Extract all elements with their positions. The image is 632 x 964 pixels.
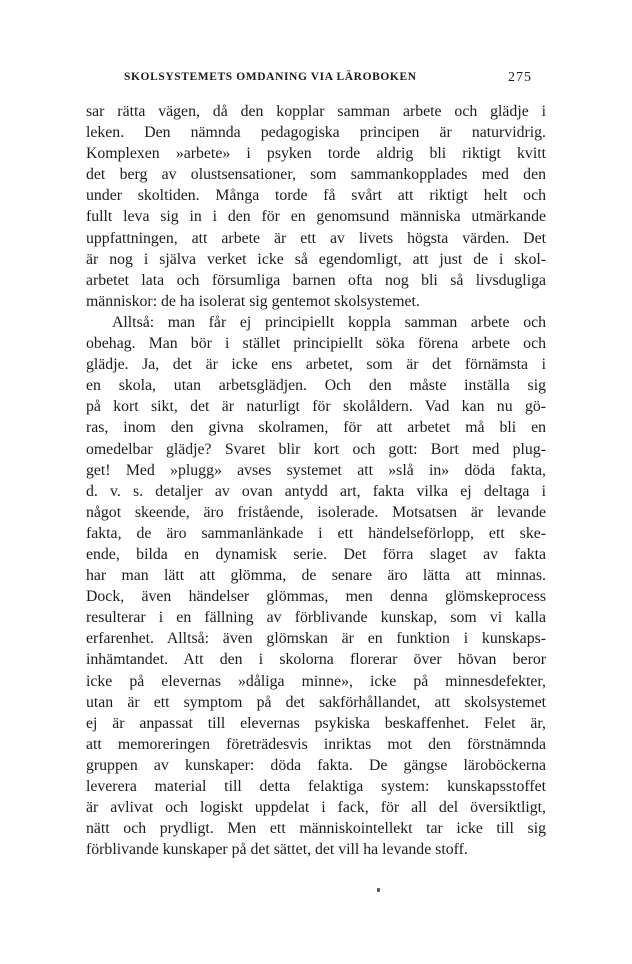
text-line: det berg av olustsensationer, som sammankopplades med den — [86, 166, 546, 184]
text-line: inhämtandet. Att den i skolorna florerar över hövan beror — [86, 651, 546, 669]
page-number: 275 — [508, 70, 532, 85]
text-line: leverera material till detta felaktiga system: kunskapsstoffet — [86, 778, 546, 795]
text-line: glädje. Ja, det är icke ens arbetet, som är det förnämsta i — [86, 356, 546, 374]
text-line: ras, inom den givna skolramen, för att arbetet må bli en — [86, 419, 546, 437]
text-line: att memoreringen företrädesvis inriktas mot den förstnämnda — [86, 735, 546, 753]
text-line: ende, bilda en dynamisk serie. Det förra slaget av fakta — [86, 545, 546, 563]
text-line: utan är ett symptom på det sakförhållandet, att skolsystemet — [86, 693, 546, 711]
text-line: resulterar i en fällning av förblivande kunskap, som vi kalla — [86, 609, 546, 627]
text-line: sar rätta vägen, då den kopplar samman arbete och glädje i — [86, 103, 546, 120]
text-line: fullt leva sig in i den för en genomsund människa utmärkande — [86, 208, 546, 226]
text-line: ej är anpassat till elevernas psykiska beskaffenhet. Felet är, — [86, 714, 546, 732]
text-line: uppfattningen, att arbete är ett av livets högsta värden. Det — [86, 229, 546, 247]
text-line: obehag. Man bör i stället principiellt söka förena arbete och — [86, 335, 546, 353]
text-line: nätt och prydligt. Men ett människointellekt tar icke till sig — [86, 820, 546, 838]
text-line: har man lätt att glömma, de senare äro lätta att minnas. — [86, 567, 546, 585]
running-head — [96, 71, 536, 91]
text-line: är avlivat och logiskt uppdelat i fack, för all del översiktligt, — [86, 799, 546, 817]
text-line: icke på elevernas »dåliga minne», icke på minnesdefekter, — [86, 672, 546, 690]
paragraph-start-line: Alltså: man får ej principiellt koppla samman arbete och — [112, 313, 546, 331]
text-line: leken. Den nämnda pedagogiska principen är naturvidrig. — [86, 124, 546, 142]
text-line: d. v. s. detaljer av ovan antydd art, fakta vilka ej deltaga i — [86, 482, 546, 500]
text-line: erfarenhet. Alltså: även glömskan är en funktion i kunskaps- — [86, 630, 546, 648]
print-speck — [377, 888, 380, 892]
text-line: Dock, även händelser glömmas, men denna glömskeprocess — [86, 588, 546, 606]
text-line: arbetet lata och försumliga barnen ofta nog bli så livsdugliga — [86, 271, 546, 289]
running-title: SKOLSYSTEMETS OMDANING VIA LÄROBOKEN — [124, 71, 417, 83]
text-line: get! Med »plugg» avses systemet att »slå in» döda fakta, — [86, 461, 546, 479]
body-text — [86, 101, 546, 860]
text-line: på kort sikt, det är naturligt för skolåldern. Vad kan nu gö- — [86, 398, 546, 416]
text-line: människor: de ha isolerat sig gentemot skolsystemet. — [86, 292, 420, 310]
text-line: fakta, de äro sammanlänkade i ett händelseförlopp, ett ske- — [86, 524, 546, 542]
text-line: gruppen av kunskaper: döda fakta. De gängse läroböckerna — [86, 756, 546, 774]
text-line: något skeende, äro fristående, isolerade. Motsatsen är levande — [86, 503, 546, 521]
text-line: en skola, utan arbetsglädjen. Och den måste inställa sig — [86, 377, 546, 395]
text-line: under skoltiden. Många torde få svårt att riktigt helt och — [86, 187, 546, 205]
text-line: omedelbar glädje? Svaret blir kort och gott: Bort med plug- — [86, 440, 546, 458]
text-line: förblivande kunskaper på det sättet, det vill ha levande stoff. — [86, 841, 468, 859]
text-line: är nog i själva verket icke så egendomligt, att just de i skol- — [86, 250, 546, 268]
text-line: Komplexen »arbete» i psyken torde aldrig bli riktigt kvitt — [86, 145, 546, 163]
